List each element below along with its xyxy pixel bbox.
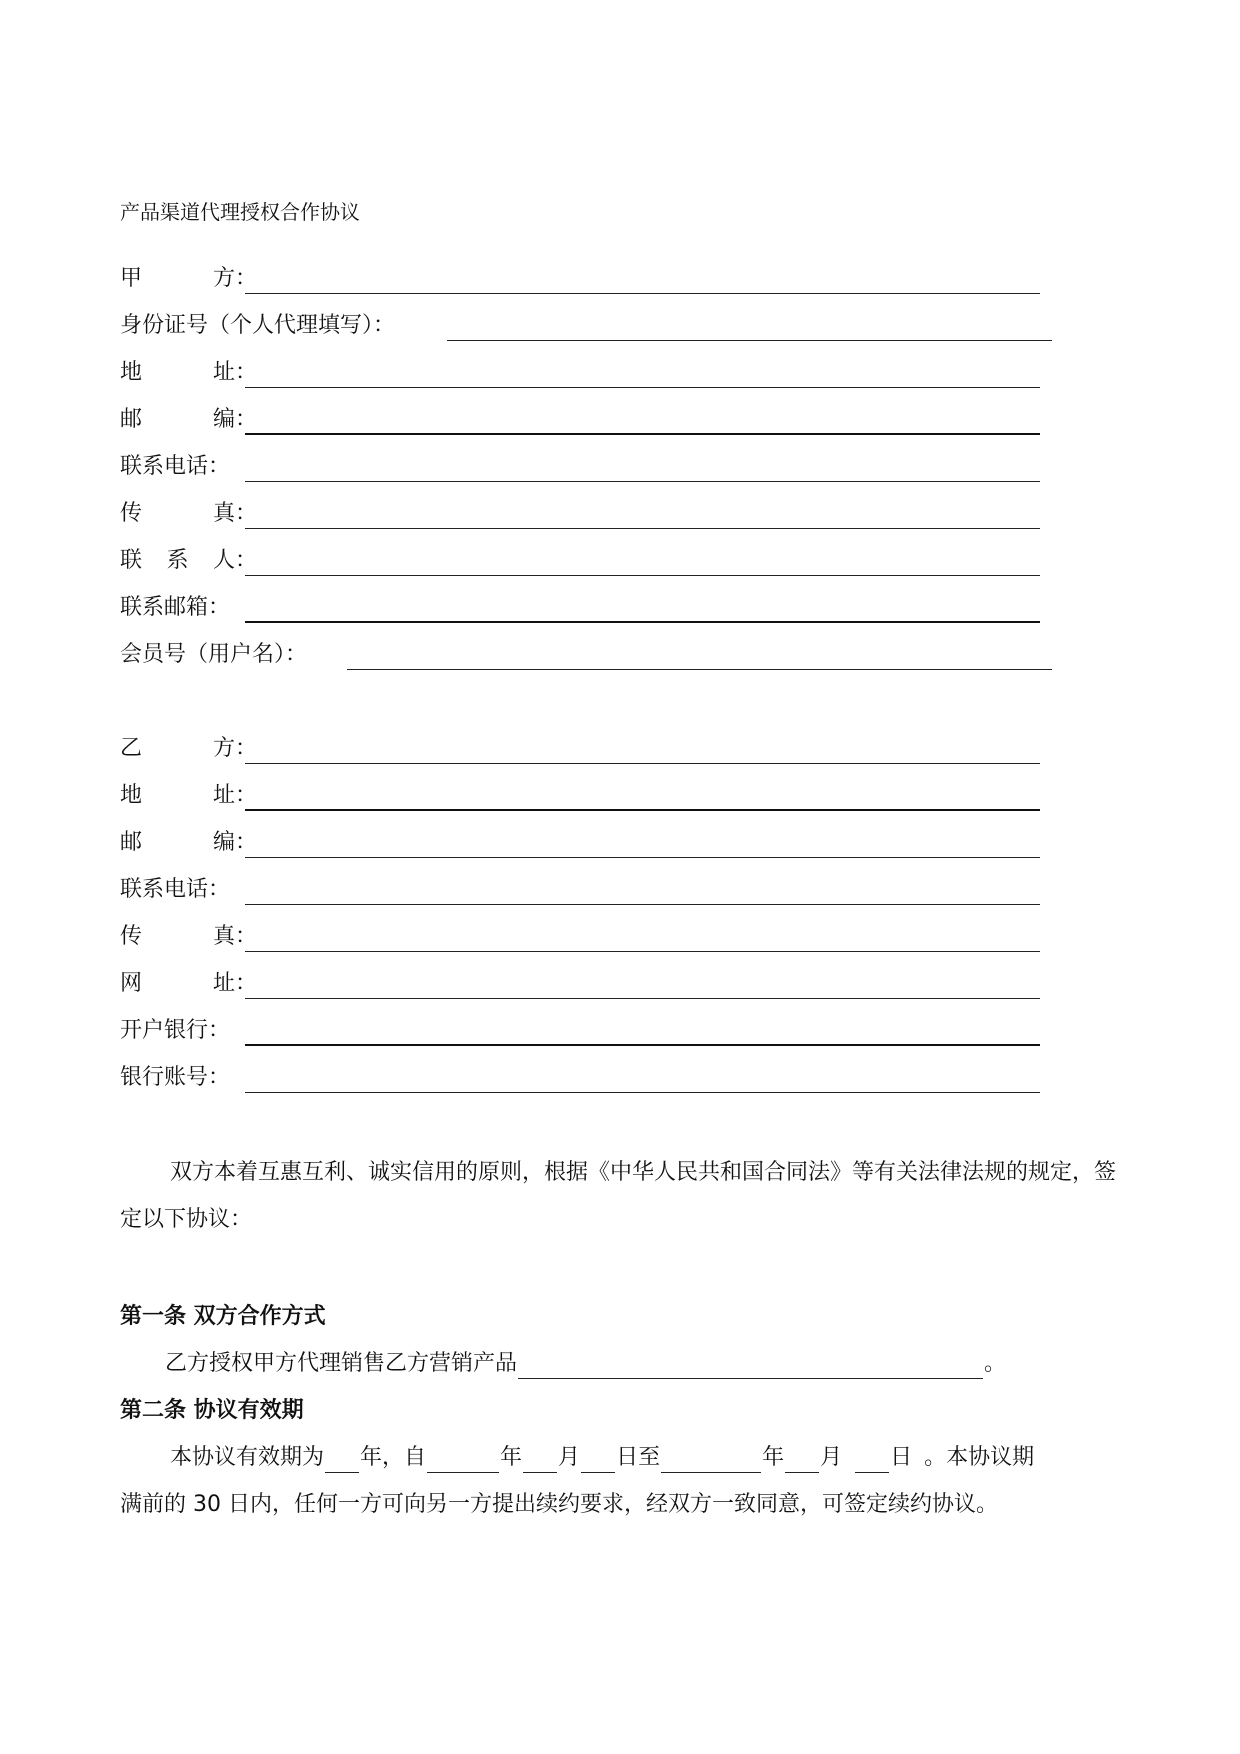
party-a-address-field: 地 址 ： [120, 352, 1040, 388]
party-a-address-blank[interactable] [245, 387, 1040, 388]
end-year-blank[interactable] [661, 1448, 761, 1473]
article-1-text: 乙方授权甲方代理销售乙方营销产品 。 [165, 1349, 1006, 1379]
field-label: 传 真 [120, 924, 235, 949]
party-a-member-field: 会员号（用户名）： [120, 634, 1050, 670]
party-a-contact-blank[interactable] [245, 575, 1040, 576]
field-label: 乙 方 [120, 736, 235, 761]
product-blank[interactable] [518, 1354, 983, 1379]
field-label: 地 址 [120, 783, 235, 808]
years-blank[interactable] [325, 1448, 359, 1473]
end-day-blank[interactable] [855, 1448, 889, 1473]
article-2-heading: 第二条 协议有效期 [120, 1398, 304, 1423]
party-b-postcode-field: 邮 编 ： [120, 822, 1040, 858]
party-a-fax-field: 传 真 ： [120, 493, 1040, 529]
party-a-member-blank[interactable] [347, 669, 1052, 670]
party-a-postcode-field: 邮 编 ： [120, 399, 1040, 435]
field-label: 地 址 [120, 360, 235, 385]
start-year-blank[interactable] [427, 1448, 499, 1473]
party-a-fax-blank[interactable] [245, 528, 1040, 529]
field-label: 网 址 [120, 971, 235, 996]
party-b-bank-blank[interactable] [245, 1044, 1040, 1046]
party-b-name-field: 乙 方 ： [120, 728, 1040, 764]
party-b-bank-field: 开户银行 ： [120, 1010, 1040, 1046]
party-b-website-field: 网 址 ： [120, 963, 1040, 999]
party-b-phone-field: 联系电话 ： [120, 869, 1040, 905]
field-label: 甲 方 [120, 266, 235, 291]
preamble-paragraph: 双方本着互惠互利、诚实信用的原则，根据《中华人民共和国合同法》等有关法律法规的规定，签定以下协议： [120, 1160, 1117, 1232]
article-1-heading: 第一条 双方合作方式 [120, 1304, 326, 1329]
party-a-email-field: 联系邮箱 ： [120, 587, 1040, 623]
party-a-contact-field: 联 系 人 ： [120, 540, 1040, 576]
field-label: 传 真 [120, 501, 235, 526]
party-b-name-blank[interactable] [245, 763, 1040, 764]
party-a-email-blank[interactable] [245, 621, 1040, 623]
party-b-address-field: 地 址 ： [120, 775, 1040, 811]
party-a-id-field: 身份证号（个人代理填写）： [120, 305, 1050, 341]
party-a-name-field: 甲 方 ： [120, 258, 1040, 294]
field-label: 联 系 人 [120, 548, 235, 573]
party-a-phone-field: 联系电话 ： [120, 446, 1040, 482]
article-2-line-2: 满前的 30 日内，任何一方可向另一方提出续约要求，经双方一致同意，可签定续约协议。 [120, 1492, 998, 1517]
party-a-name-blank[interactable] [245, 293, 1040, 294]
party-b-account-blank[interactable] [245, 1092, 1040, 1093]
party-a-id-blank[interactable] [447, 340, 1052, 341]
party-a-postcode-blank[interactable] [245, 433, 1040, 435]
document-title: 产品渠道代理授权合作协议 [120, 200, 360, 224]
party-b-fax-field: 传 真 ： [120, 916, 1040, 952]
start-day-blank[interactable] [581, 1448, 615, 1473]
party-b-account-field: 银行账号 ： [120, 1057, 1040, 1093]
party-b-postcode-blank[interactable] [245, 857, 1040, 858]
party-b-phone-blank[interactable] [245, 904, 1040, 905]
party-b-address-blank[interactable] [245, 809, 1040, 811]
article-2-line-1: 本协议有效期为 年，自 年 月 日至 年 月 日 。本协议期 [170, 1443, 1034, 1473]
end-month-blank[interactable] [785, 1448, 819, 1473]
party-b-website-blank[interactable] [245, 998, 1040, 999]
party-a-phone-blank[interactable] [245, 481, 1040, 482]
start-month-blank[interactable] [523, 1448, 557, 1473]
party-b-fax-blank[interactable] [245, 951, 1040, 952]
field-label: 邮 编 [120, 407, 235, 432]
field-label: 邮 编 [120, 830, 235, 855]
